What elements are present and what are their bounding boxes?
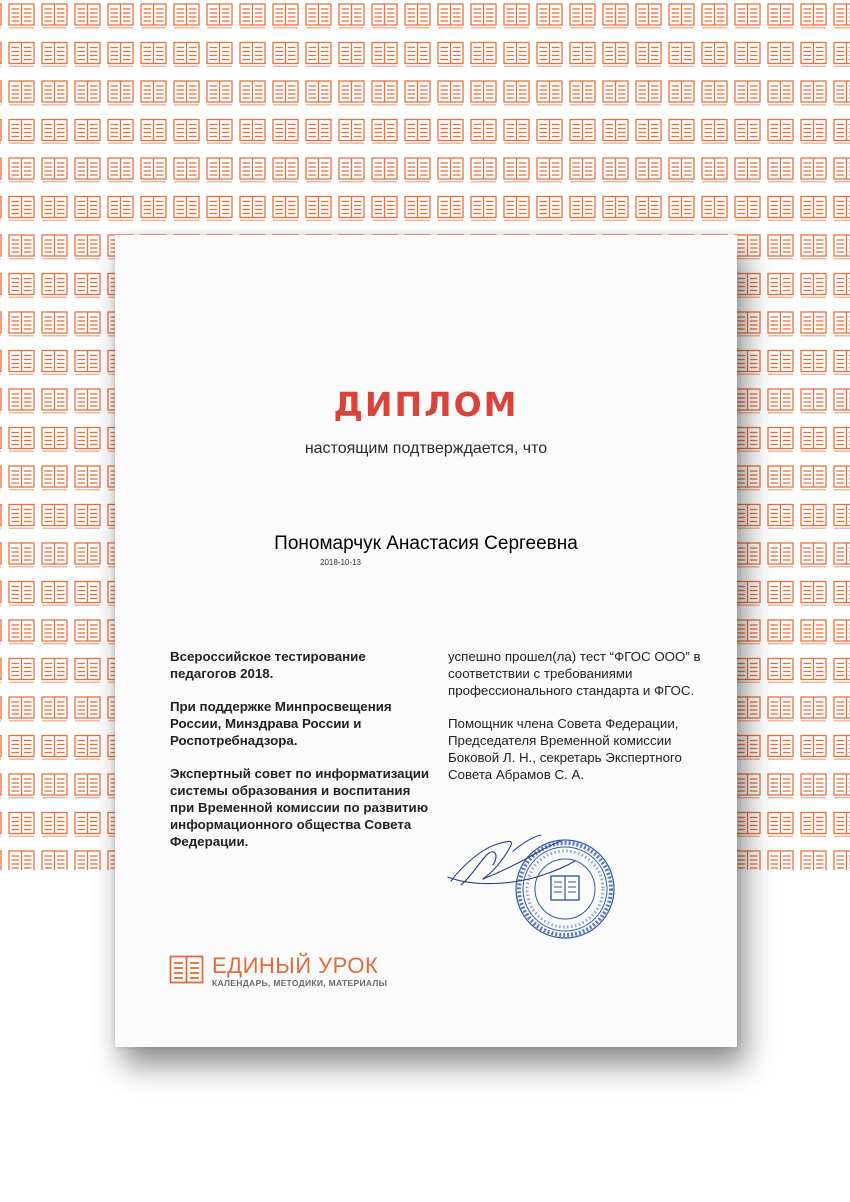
issue-date: 2018-10-13 <box>320 558 361 567</box>
achievement-block <box>448 648 718 799</box>
organizer-paragraph: При поддержке Минпросвещения России, Минздрава России и Роспотребнадзора. <box>170 699 392 748</box>
diploma-subtitle: настоящим подтверждается, что <box>304 440 548 457</box>
recipient-name: Пономарчук Анастасия Сергеевна <box>274 533 578 554</box>
edinyi-urok-logo <box>169 953 388 990</box>
organizer-paragraph: Всероссийское тестирование педагогов 2018. <box>170 649 366 681</box>
logo-tagline: КАЛЕНДАРЬ, МЕТОДИКИ, МАТЕРИАЛЫ <box>212 978 388 988</box>
diploma-title: ДИПЛОМ <box>333 385 519 424</box>
logo-name: ЕДИНЫЙ УРОК <box>212 953 379 978</box>
organizer-paragraph: Экспертный совет по информатизации системы образования и воспитания при Временной комиссии по развитию информационного общества Совета Федерации. <box>170 766 430 849</box>
achievement-paragraph: успешно прошел(ла) тест “ФГОС ООО” в соответствии с требованиями профессионального стандарта и ФГОС. <box>448 649 701 698</box>
book-icon <box>169 955 205 985</box>
diploma-sheet <box>115 235 737 1047</box>
organizers-block <box>170 648 430 866</box>
signatory-paragraph: Помощник члена Совета Федерации, Председателя Временной комиссии Боковой Л. Н., секретарь Экспертного Совета Абрамов С. А. <box>448 716 682 782</box>
signature-icon <box>443 825 583 915</box>
